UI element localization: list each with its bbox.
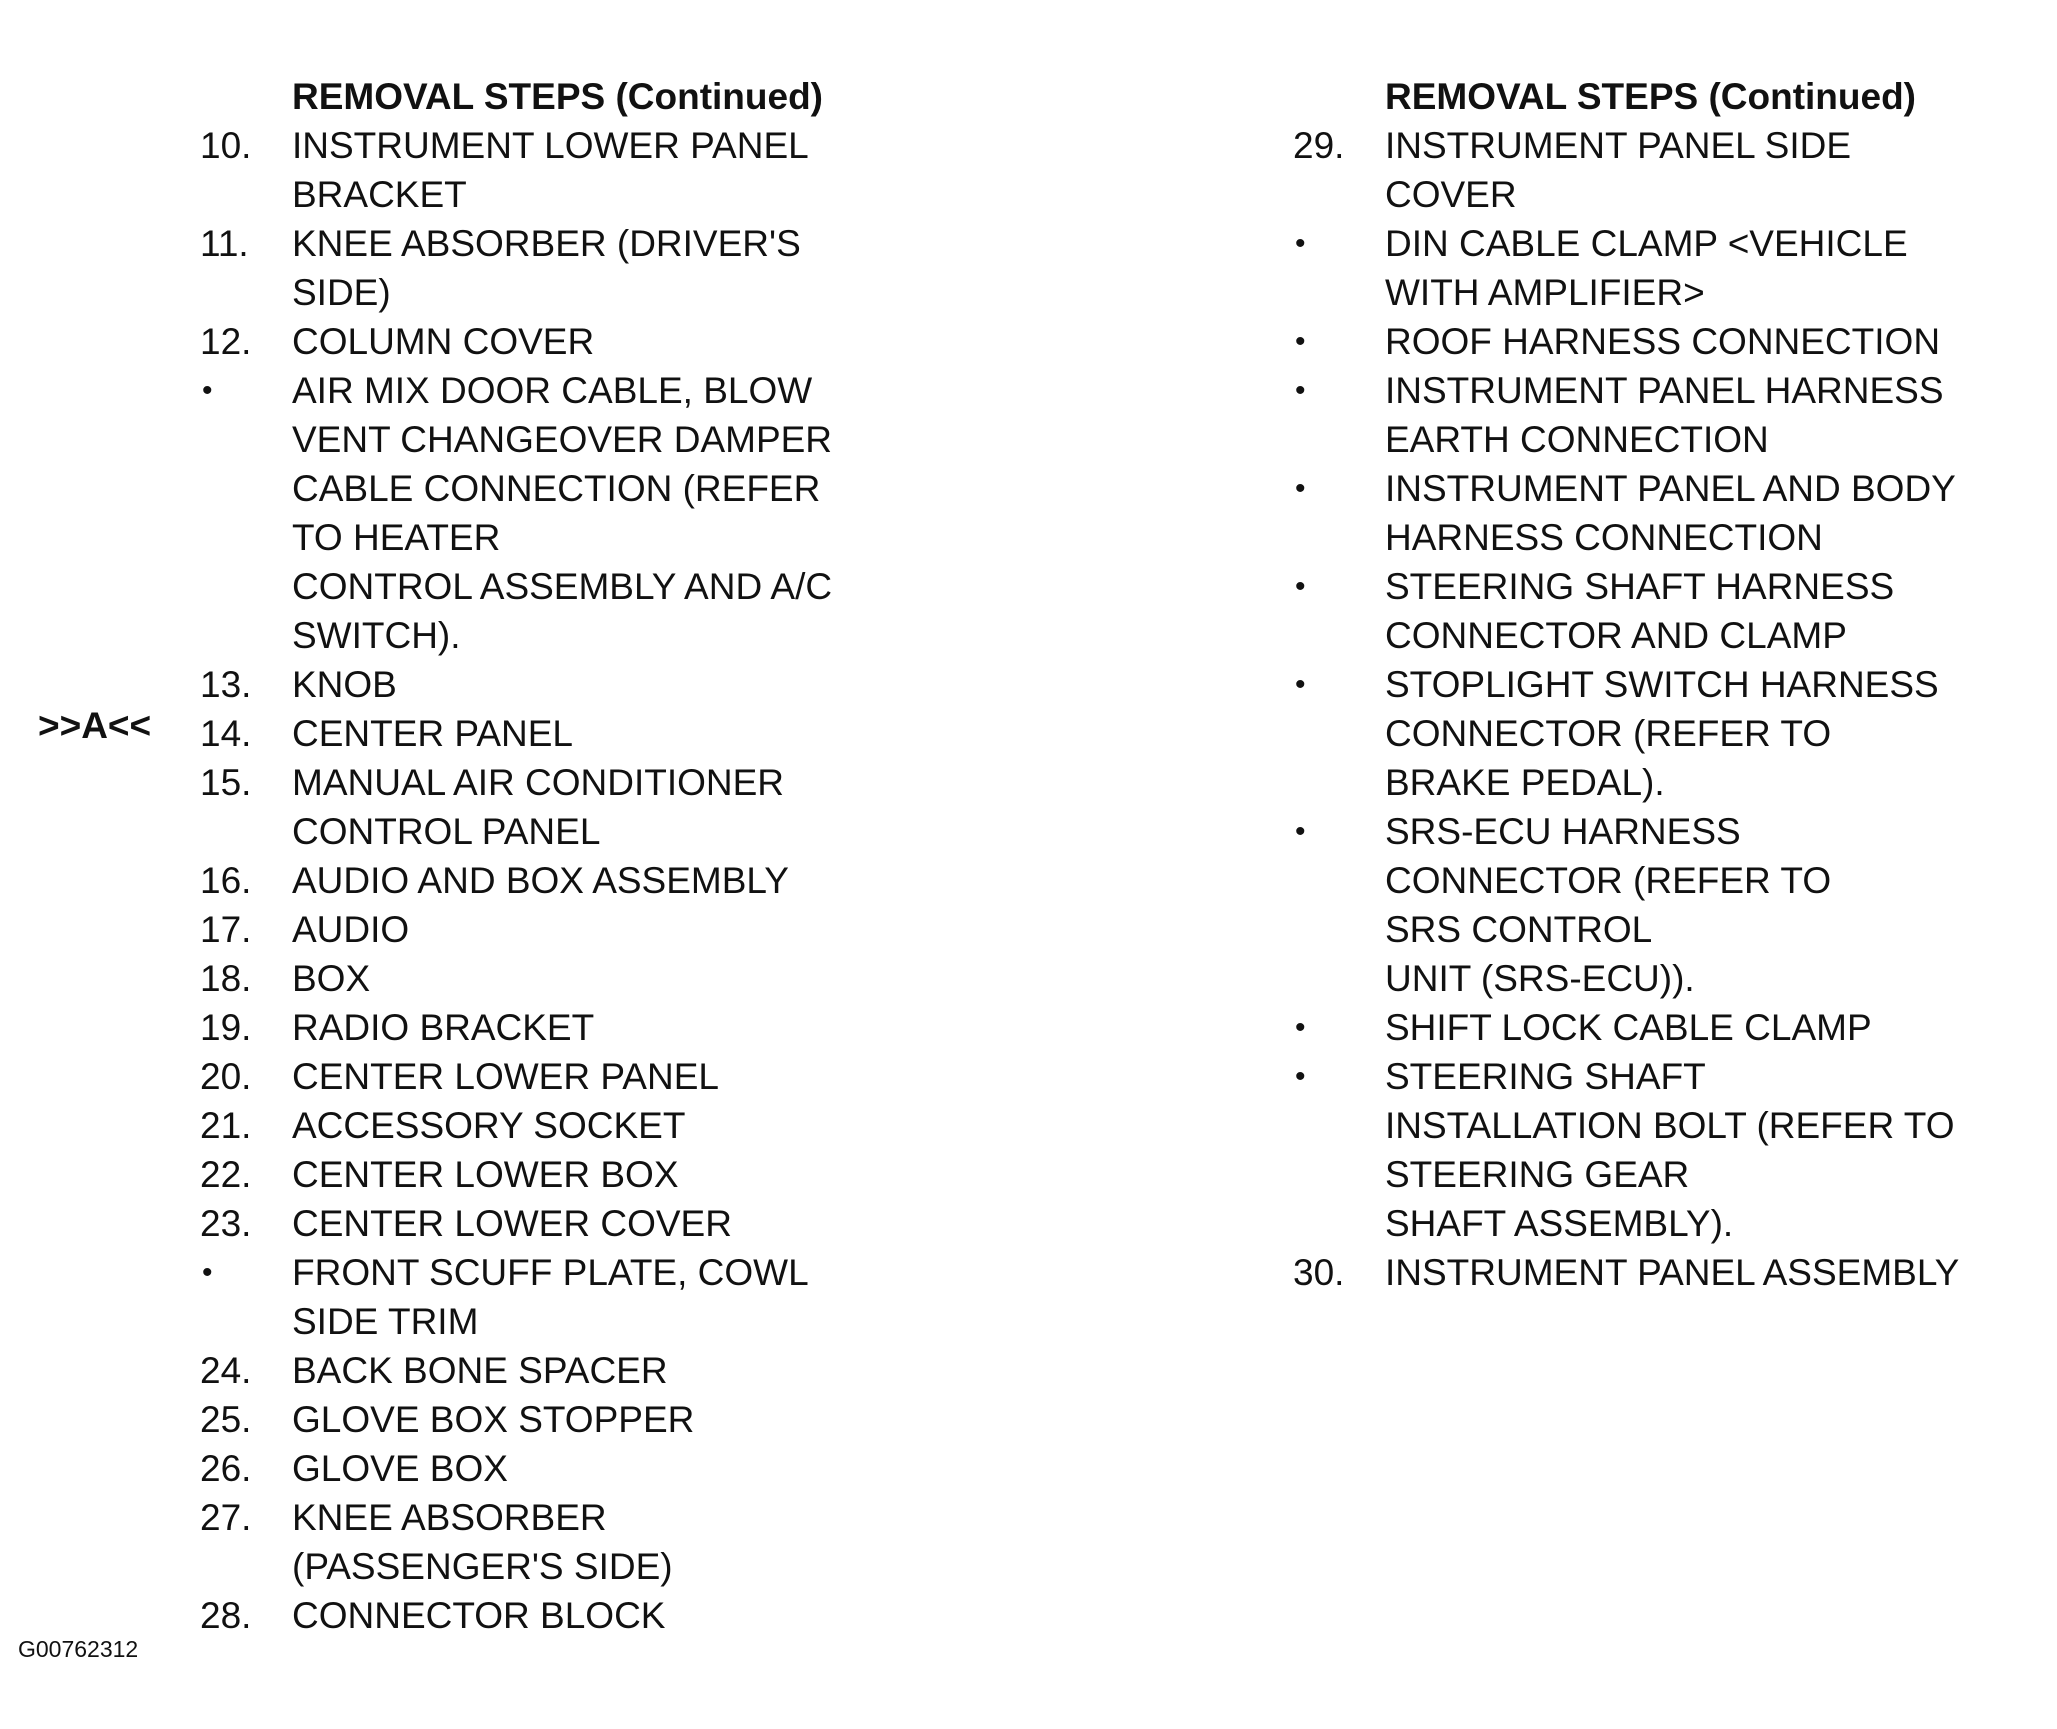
step-item: [1293, 562, 2053, 660]
step-text-line: HARNESS CONNECTION: [1385, 517, 1823, 558]
bullet-marker: •: [1295, 1011, 1306, 1044]
step-text: [292, 317, 980, 366]
step-item: [200, 1150, 980, 1199]
step-text-line: CENTER LOWER PANEL: [292, 1056, 719, 1097]
figure-id: G00762312: [18, 1636, 139, 1662]
step-item: [1293, 1248, 2053, 1297]
step-number: 12.: [200, 321, 252, 362]
bullet-marker: •: [1295, 1060, 1306, 1093]
step-number: 15.: [200, 762, 252, 803]
step-text-line: CONTROL PANEL: [292, 811, 601, 852]
step-text-line: COLUMN COVER: [292, 321, 595, 362]
step-number: 29.: [1293, 125, 1345, 166]
step-text: [1385, 660, 2053, 807]
bullet-marker: •: [1295, 815, 1306, 848]
step-item: [200, 660, 980, 709]
step-number: 11.: [200, 223, 249, 264]
step-text-line: CONNECTOR (REFER TO: [1385, 860, 1832, 901]
step-text-line: INSTALLATION BOLT (REFER TO: [1385, 1105, 1955, 1146]
bullet-marker: •: [1295, 472, 1306, 505]
step-number: 17.: [200, 909, 252, 950]
step-number: 30.: [1293, 1252, 1345, 1293]
step-text-line: KNOB: [292, 664, 397, 705]
step-text-line: SHIFT LOCK CABLE CLAMP: [1385, 1007, 1872, 1048]
step-text: [292, 1101, 980, 1150]
step-text-line: SIDE TRIM: [292, 1301, 479, 1342]
left-step-list: [200, 121, 980, 1640]
step-text-line: ACCESSORY SOCKET: [292, 1105, 686, 1146]
step-text: [292, 366, 980, 660]
step-text-line: INSTRUMENT PANEL ASSEMBLY: [1385, 1252, 1960, 1293]
step-text-line: UNIT (SRS-ECU)).: [1385, 958, 1695, 999]
step-text: [1385, 807, 2053, 1003]
step-item: [1293, 219, 2053, 317]
step-item: [200, 1052, 980, 1101]
step-text: [292, 121, 980, 219]
step-item: [200, 1395, 980, 1444]
step-text-line: TO HEATER: [292, 517, 501, 558]
step-text-line: STEERING SHAFT HARNESS: [1385, 566, 1895, 607]
step-number: 18.: [200, 958, 252, 999]
step-number: 14.: [200, 713, 252, 754]
step-item: [200, 317, 980, 366]
step-text: [292, 1395, 980, 1444]
step-item: [200, 758, 980, 856]
right-heading: REMOVAL STEPS (Continued): [1385, 76, 1917, 117]
step-text-line: FRONT SCUFF PLATE, COWL: [292, 1252, 809, 1293]
step-text-line: MANUAL AIR CONDITIONER: [292, 762, 785, 803]
step-text-line: AUDIO: [292, 909, 410, 950]
bullet-marker: •: [202, 374, 213, 407]
step-text-line: SRS-ECU HARNESS: [1385, 811, 1741, 852]
step-number: 25.: [200, 1399, 252, 1440]
step-item: [200, 121, 980, 219]
step-text: [1385, 464, 2053, 562]
step-text-line: SWITCH).: [292, 615, 461, 656]
step-text: [292, 1346, 980, 1395]
step-text: [292, 1248, 980, 1346]
step-text-line: ROOF HARNESS CONNECTION: [1385, 321, 1941, 362]
bullet-marker: •: [1295, 668, 1306, 701]
step-text: [1385, 121, 2053, 219]
step-text-line: INSTRUMENT PANEL SIDE: [1385, 125, 1852, 166]
step-text-line: CONNECTOR AND CLAMP: [1385, 615, 1847, 656]
step-text: [1385, 1003, 2053, 1052]
bullet-marker: •: [202, 1256, 213, 1289]
step-number: 23.: [200, 1203, 252, 1244]
step-number: 24.: [200, 1350, 252, 1391]
bullet-marker: •: [1295, 570, 1306, 603]
step-text-line: CENTER PANEL: [292, 713, 573, 754]
step-item: [200, 856, 980, 905]
step-text: [292, 954, 980, 1003]
step-text: [1385, 219, 2053, 317]
step-text: [292, 1493, 980, 1591]
step-text-line: CONNECTOR BLOCK: [292, 1595, 666, 1636]
step-item: [200, 1591, 980, 1640]
step-text-line: VENT CHANGEOVER DAMPER: [292, 419, 833, 460]
step-text-line: STEERING SHAFT: [1385, 1056, 1706, 1097]
step-text: [1385, 317, 2053, 366]
step-number: 28.: [200, 1595, 252, 1636]
step-number: 27.: [200, 1497, 252, 1538]
step-text: [292, 1150, 980, 1199]
step-item: [1293, 660, 2053, 807]
step-item: [200, 1248, 980, 1346]
step-text-line: BACK BONE SPACER: [292, 1350, 668, 1391]
step-item: [1293, 1003, 2053, 1052]
step-item: [200, 1444, 980, 1493]
step-item: [1293, 366, 2053, 464]
step-text: [292, 709, 980, 758]
step-text-line: SHAFT ASSEMBLY).: [1385, 1203, 1734, 1244]
step-text-line: GLOVE BOX: [292, 1448, 508, 1489]
step-text-line: RADIO BRACKET: [292, 1007, 595, 1048]
step-number: 10.: [200, 125, 252, 166]
step-text-line: CONTROL ASSEMBLY AND A/C: [292, 566, 833, 607]
step-item: [200, 905, 980, 954]
step-item: [1293, 464, 2053, 562]
step-text-line: STEERING GEAR: [1385, 1154, 1690, 1195]
step-text: [292, 1591, 980, 1640]
step-number: 22.: [200, 1154, 252, 1195]
step-item: [200, 1493, 980, 1591]
step-item: [200, 709, 980, 758]
step-text: [292, 758, 980, 856]
step-text-line: COVER: [1385, 174, 1517, 215]
step-number: 13.: [200, 664, 252, 705]
step-text: [1385, 1248, 2053, 1297]
step-item: [1293, 121, 2053, 219]
step-text-line: STOPLIGHT SWITCH HARNESS: [1385, 664, 1939, 705]
step-item: [1293, 1052, 2053, 1248]
step-item: [200, 219, 980, 317]
step-text-line: DIN CABLE CLAMP <VEHICLE: [1385, 223, 1908, 264]
bullet-marker: •: [1295, 325, 1306, 358]
step-text-line: WITH AMPLIFIER>: [1385, 272, 1705, 313]
step-text: [292, 1003, 980, 1052]
step-number: 20.: [200, 1056, 252, 1097]
step-text: [292, 905, 980, 954]
step-text-line: BRAKE PEDAL).: [1385, 762, 1665, 803]
step-text-line: BRACKET: [292, 174, 467, 215]
step-text: [292, 660, 980, 709]
step-text: [292, 1052, 980, 1101]
step-number: 26.: [200, 1448, 252, 1489]
step-item: [200, 1346, 980, 1395]
step-text-line: CONNECTOR (REFER TO: [1385, 713, 1832, 754]
step-text-line: SRS CONTROL: [1385, 909, 1653, 950]
step-text-line: KNEE ABSORBER (DRIVER'S: [292, 223, 801, 264]
right-step-list: [1293, 121, 2053, 1297]
step-text-line: CENTER LOWER BOX: [292, 1154, 679, 1195]
step-text-line: AUDIO AND BOX ASSEMBLY: [292, 860, 789, 901]
step-text: [1385, 1052, 2053, 1248]
step-item: [1293, 317, 2053, 366]
step-text: [292, 219, 980, 317]
step-text-line: CENTER LOWER COVER: [292, 1203, 732, 1244]
step-item: [200, 1199, 980, 1248]
step-text: [292, 1444, 980, 1493]
step-number: 19.: [200, 1007, 252, 1048]
step-text-line: AIR MIX DOOR CABLE, BLOW: [292, 370, 813, 411]
step-text: [292, 1199, 980, 1248]
step-text-line: SIDE): [292, 272, 391, 313]
step-text-line: INSTRUMENT PANEL AND BODY: [1385, 468, 1956, 509]
bullet-marker: •: [1295, 227, 1306, 260]
step-item: [200, 1003, 980, 1052]
step-item: [200, 366, 980, 660]
service-point-flag: >>A<<: [38, 705, 152, 746]
step-item: [200, 1101, 980, 1150]
left-column: [200, 72, 980, 1640]
step-text: [1385, 562, 2053, 660]
step-item: [200, 954, 980, 1003]
step-number: 16.: [200, 860, 252, 901]
bullet-marker: •: [1295, 374, 1306, 407]
step-item: [1293, 807, 2053, 1003]
step-text-line: GLOVE BOX STOPPER: [292, 1399, 695, 1440]
step-text-line: INSTRUMENT PANEL HARNESS: [1385, 370, 1944, 411]
step-text: [292, 856, 980, 905]
left-heading: REMOVAL STEPS (Continued): [292, 76, 824, 117]
step-number: 21.: [200, 1105, 252, 1146]
step-text-line: KNEE ABSORBER: [292, 1497, 607, 1538]
step-text-line: CABLE CONNECTION (REFER: [292, 468, 821, 509]
step-text-line: EARTH CONNECTION: [1385, 419, 1769, 460]
step-text-line: BOX: [292, 958, 371, 999]
step-text-line: (PASSENGER'S SIDE): [292, 1546, 673, 1587]
step-text-line: INSTRUMENT LOWER PANEL: [292, 125, 809, 166]
step-text: [1385, 366, 2053, 464]
right-column: [1293, 72, 2053, 1297]
